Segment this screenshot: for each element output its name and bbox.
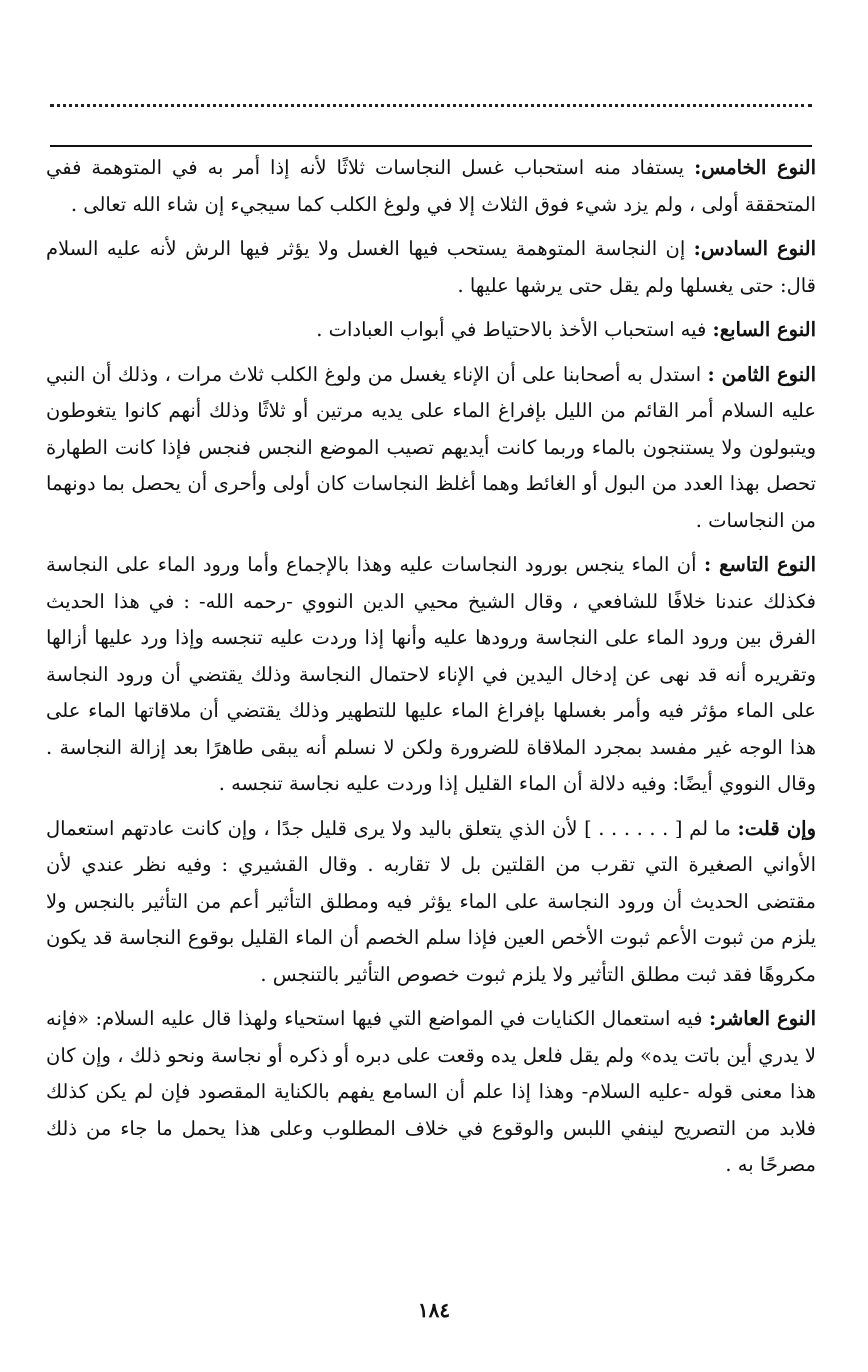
paragraph-6: النوع السادس: إن النجاسة المتوهمة يستحب فيها الغسل ولا يؤثر فيها الرش لأنه عليه السلام قال: حتى يغسلها ولم يقل حتى يرشها عليها . xyxy=(46,237,816,297)
dotted-separator xyxy=(50,96,812,107)
paragraph-10: النوع العاشر: فيه استعمال الكنايات في المواضع التي فيها استحياء ولهذا قال عليه السلام: «فإنه لا يدري أين باتت يده» ولم يقل فلعل يده وقعت على دبره أو ذكره أو نجاسة ونحو ذلك ، وإن كان هذا معنى قوله -عليه السلام- وهذا إذا علم أن السامع يفهم بالكناية المقصود فإن لم يكن كذلك فلابد من التصريح لينفي اللبس والوقوع في خلاف المطلوب وعلى هذا يحمل ما جاء من ذلك مصرحًا به . xyxy=(46,1007,817,1176)
paragraph-7: النوع السابع: فيه استحباب الأخذ بالاحتياط في أبواب العبادات . xyxy=(316,318,816,341)
paragraph-objection: وإن قلت: ما لم [ . . . . . . ] لأن الذي يتعلق باليد ولا يرى قليل جدًا ، وإن كانت عادتهم استعمال الأواني الصغيرة التي تقرب من القلتين بل لا تقاربه . وقال القشيري : وفيه نظر عندي لأن مقتضى الحديث أن ورود النجاسة على الماء يؤثر فيه ومطلق التأثير أعم من التأثير بالنجس ولا يلزم من ثبوت الأعم ثبوت الأخص العين فإذا سلم الخصم أن الماء القليل بوقوع النجاسة قد يكون مكروهًا فقد ثبت مطلق التأثير ولا يلزم ثبوت خصوص التأثير بالتنجس . xyxy=(46,816,816,986)
paragraph-9: النوع التاسع : أن الماء ينجس بورود النجاسات عليه وهذا بالإجماع وأما ورود الماء على النجاسة فكذلك عندنا خلافًا للشافعي ، وقال الشيخ محيي الدين النووي -رحمه الله- : في هذا الحديث الفرق بين ورود الماء على النجاسة ورودها عليه وأنها إذا وردت عليه تنجسه وإذا ورد عليها أزالها وتقريره أنه قد نهى عن إدخال اليدين في الإناء لاحتمال النجاسة وذلك يقتضي أن ورود النجاسة على الماء مؤثر فيه وأمر بغسلها بإفراغ الماء عليها للتطهير وذلك يقتضي أن ملاقاتها الماء على هذا الوجه غير مفسد بمجرد الملاقاة للضرورة ولكن لا نسلم أنه يبقى طاهرًا بعد إزالة النجاسة . وقال النووي أيضًا: وفيه دلالة أن الماء القليل إذا وردت عليه نجاسة تنجسه . xyxy=(46,553,817,795)
header-rule xyxy=(50,145,812,147)
page-body xyxy=(46,150,816,1192)
page-number: ١٨٤ xyxy=(417,1298,451,1322)
paragraph-8: النوع الثامن : استدل به أصحابنا على أن الإناء يغسل من ولوغ الكلب ثلاث مرات ، وذلك أن النبي عليه السلام أمر القائم من الليل بإفراغ الماء على يديه مرتين أو ثلاثًا وذلك أنهم كانوا يتغوطون ويتبولون ولا يستنجون بالماء وربما كانت أيديهم تصيب الموضع النجس فنجس فإذا كانت الطهارة تحصل بهذا العدد من البول أو الغائط وهما أغلظ النجاسات كان أولى وأحرى أن يحصل بما دونهما من النجاسات . xyxy=(46,362,816,532)
paragraph-5: النوع الخامس: يستفاد منه استحباب غسل النجاسات ثلاثًا لأنه إذا أمر به في المتوهمة ففي المتحققة أولى ، ولم يزد شيء فوق الثلاث إلا في ولوغ الكلب كما سيجيء إن شاء الله تعالى . xyxy=(46,156,816,216)
